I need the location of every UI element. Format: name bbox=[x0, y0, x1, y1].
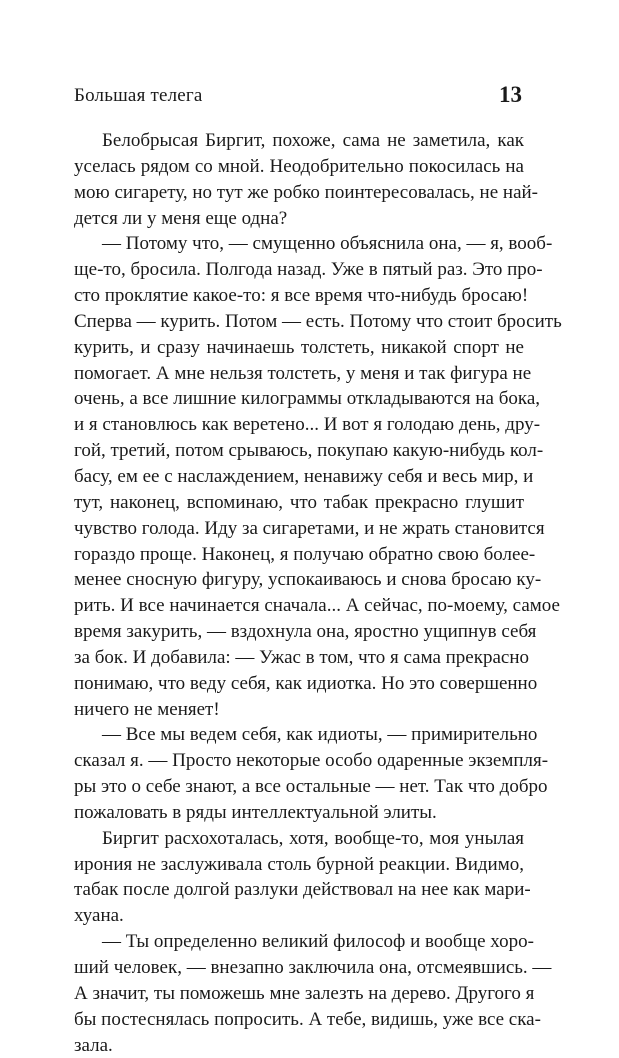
text-line: ничего не меняет! bbox=[74, 698, 220, 720]
text-line: помогает. А мне нельзя толстеть, у меня и так фигура не bbox=[74, 362, 532, 384]
paragraph bbox=[74, 929, 552, 1058]
text-line: понимаю, что веду себя, как идиотка. Но это совершенно bbox=[74, 672, 538, 694]
page-header bbox=[74, 84, 524, 114]
running-title: Большая телега bbox=[74, 85, 203, 106]
paragraph bbox=[74, 128, 539, 231]
text-line: басу, ем ее с наслаждением, ненавижу себя и весь мир, и bbox=[74, 465, 534, 487]
text-line: Биргит расхохоталась, хотя, вообще-то, моя унылая bbox=[102, 827, 524, 849]
text-line: ирония не заслуживала столь бурной реакции. Видимо, bbox=[74, 853, 524, 875]
text-line: Белобрысая Биргит, похоже, сама не заметила, как bbox=[102, 130, 524, 151]
text-line: менее сносную фигуру, успокаиваюсь и снова бросаю ку- bbox=[74, 569, 542, 591]
paragraph bbox=[74, 826, 531, 929]
text-line: бы постеснялась попросить. А тебе, видишь, уже все ска- bbox=[74, 1008, 541, 1030]
text-line: очень, а все лишние килограммы откладываются на бока, bbox=[74, 388, 541, 410]
text-line: тут, наконец, вспоминаю, что табак прекрасно глушит bbox=[74, 491, 524, 513]
text-line: ры это о себе знают, а все остальные — нет. Так что добро bbox=[74, 776, 548, 798]
text-line: табак после долгой разлуки действовал на нее как мари- bbox=[74, 879, 531, 901]
page-number: 13 bbox=[499, 82, 522, 107]
text-line: дется ли у меня еще одна? bbox=[74, 207, 288, 229]
text-line: сказал я. — Просто некоторые особо одаренные экземпля- bbox=[74, 750, 549, 772]
text-line: А значит, ты поможешь мне залезть на дерево. Другого я bbox=[74, 982, 535, 1004]
text-line: гой, третий, потом срываюсь, покупаю какую-нибудь кол- bbox=[74, 440, 544, 462]
text-line: мою сигарету, но тут же робко поинтересовалась, не най- bbox=[74, 181, 539, 203]
text-line: чувство голода. Иду за сигаретами, и не жрать становится bbox=[74, 517, 545, 539]
text-line: курить, и сразу начинаешь толстеть, никакой спорт не bbox=[74, 336, 524, 358]
text-line: хуана. bbox=[74, 905, 124, 927]
text-line: — Все мы ведем себя, как идиоты, — примирительно bbox=[102, 724, 538, 746]
text-line: время закурить, — вздохнула она, яростно ущипнув себя bbox=[74, 621, 537, 643]
text-line: за бок. И добавила: — Ужас в том, что я сама прекрасно bbox=[74, 646, 530, 668]
text-line: — Потому что, — смущенно объяснила она, — я, вооб- bbox=[102, 233, 553, 255]
book-page bbox=[74, 82, 562, 1056]
text-line: пожаловать в ряды интеллектуальной элиты. bbox=[74, 801, 437, 823]
text-line: гораздо проще. Наконец, я получаю обратно свою более- bbox=[74, 543, 536, 565]
paragraph bbox=[74, 722, 549, 825]
text-line: и я становлюсь как веретено... И вот я голодаю день, дру- bbox=[74, 414, 541, 436]
text-line: ще-то, бросила. Полгода назад. Уже в пятый раз. Это про- bbox=[74, 259, 543, 281]
paragraph bbox=[74, 231, 562, 722]
text-line: Сперва — курить. Потом — есть. Потому что стоит бросить bbox=[74, 310, 562, 332]
text-line: сто проклятие какое-то: я все время что-нибудь бросаю! bbox=[74, 285, 529, 307]
text-line: ший человек, — внезапно заключила она, отсмеявшись. — bbox=[74, 957, 552, 978]
body-text bbox=[74, 128, 562, 1058]
text-line: зала. bbox=[74, 1034, 113, 1056]
text-line: рить. И все начинается сначала... А сейчас, по-моему, самое bbox=[74, 595, 560, 617]
text-line: уселась рядом со мной. Неодобрительно покосилась на bbox=[74, 155, 524, 177]
text-line: — Ты определенно великий философ и вообще хоро- bbox=[102, 931, 534, 953]
